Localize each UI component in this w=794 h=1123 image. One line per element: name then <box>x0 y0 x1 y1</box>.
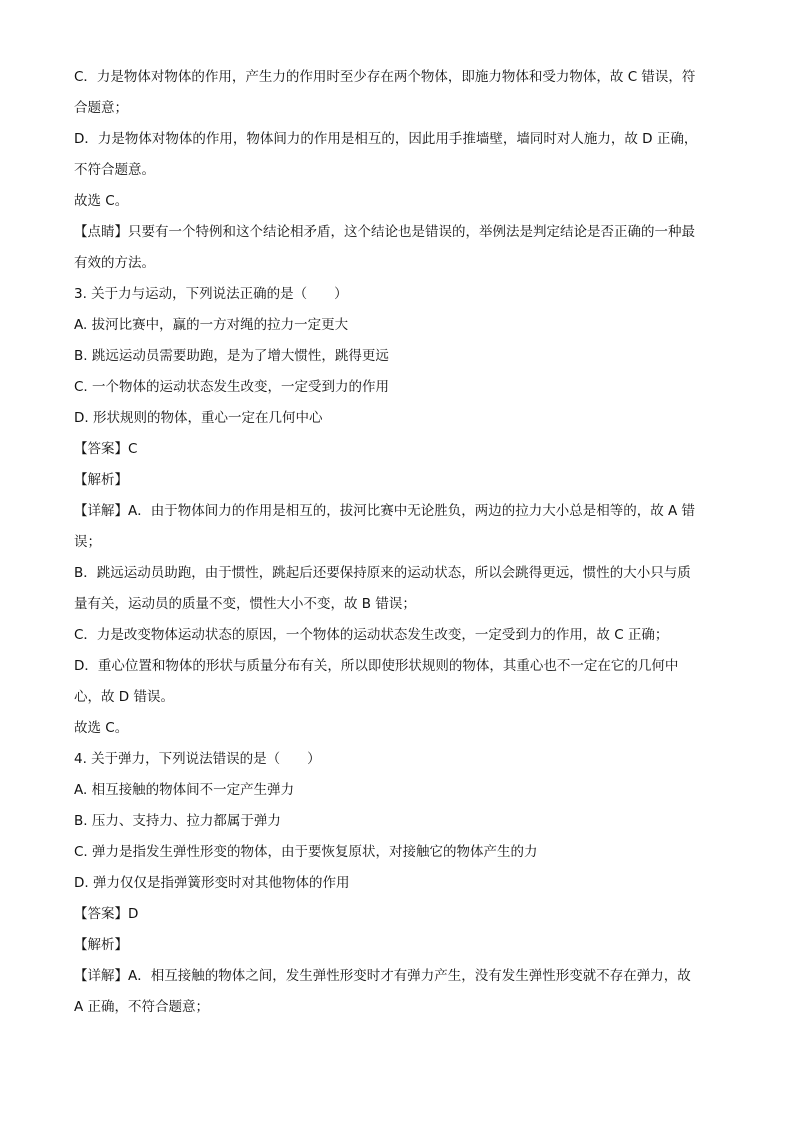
q2-tip-line-1: 【点睛】只要有一个特例和这个结论相矛盾，这个结论也是错误的，举例法是判定结论是否正确的一种最 <box>74 224 695 240</box>
q2-choice-conclusion: 故选 C。 <box>74 193 129 209</box>
question-4-answer: 【答案】D <box>74 906 139 922</box>
question-4-detail-a-line-2: A 正确，不符合题意； <box>74 999 210 1015</box>
question-3-detail-c: C．力是改变物体运动状态的原因，一个物体的运动状态发生改变，一定受到力的作用，故 C 正确； <box>74 627 669 643</box>
question-3-option-c: C. 一个物体的运动状态发生改变，一定受到力的作用 <box>74 379 390 395</box>
question-3-choice-conclusion: 故选 C。 <box>74 720 129 736</box>
question-3-detail-b-line-2: 量有关，运动员的质量不变，惯性大小不变，故 B 错误； <box>74 596 416 612</box>
option-d-explanation-line-2: 不符合题意。 <box>74 162 155 178</box>
question-3-option-b: B. 跳远运动员需要助跑，是为了增大惯性，跳得更远 <box>74 348 389 364</box>
question-3-stem: 3. 关于力与运动，下列说法正确的是（ ） <box>74 286 348 302</box>
q2-tip-line-2: 有效的方法。 <box>74 255 155 271</box>
option-c-explanation-line-2: 合题意； <box>74 100 128 116</box>
question-3-option-a: A. 拔河比赛中，赢的一方对绳的拉力一定更大 <box>74 317 349 333</box>
question-4-option-c: C. 弹力是指发生弹性形变的物体，由于要恢复原状，对接触它的物体产生的力 <box>74 844 538 860</box>
question-3-analysis-heading: 【解析】 <box>74 472 128 488</box>
question-3-detail-a-line-1: 【详解】A．由于物体间力的作用是相互的，拔河比赛中无论胜负，两边的拉力大小总是相等的，故 A 错 <box>74 503 696 519</box>
question-3-option-d: D. 形状规则的物体，重心一定在几何中心 <box>74 410 323 426</box>
question-3-detail-b-line-1: B．跳远运动员助跑，由于惯性，跳起后还要保持原来的运动状态，所以会跳得更远，惯性的大小只与质 <box>74 565 691 581</box>
question-4-analysis-heading: 【解析】 <box>74 937 128 953</box>
question-4-option-a: A. 相互接触的物体间不一定产生弹力 <box>74 782 295 798</box>
question-4-option-b: B. 压力、支持力、拉力都属于弹力 <box>74 813 281 829</box>
option-c-explanation-line-1: C．力是物体对物体的作用，产生力的作用时至少存在两个物体，即施力物体和受力物体，故 C 错误，符 <box>74 69 696 85</box>
question-4-stem: 4. 关于弹力，下列说法错误的是（ ） <box>74 751 321 767</box>
option-d-explanation-line-1: D．力是物体对物体的作用，物体间力的作用是相互的，因此用手推墙壁，墙同时对人施力，故 D 正确， <box>74 131 698 147</box>
question-3-detail-a-line-2: 误； <box>74 534 101 550</box>
document-body <box>74 62 726 1023</box>
question-3-detail-d-line-2: 心，故 D 错误。 <box>74 689 174 705</box>
question-3-detail-d-line-1: D．重心位置和物体的形状与质量分布有关，所以即使形状规则的物体，其重心也不一定在它的几何中 <box>74 658 679 674</box>
question-4-detail-a-line-1: 【详解】A．相互接触的物体之间，发生弹性形变时才有弹力产生，没有发生弹性形变就不存在弹力，故 <box>74 968 691 984</box>
question-4-option-d: D. 弹力仅仅是指弹簧形变时对其他物体的作用 <box>74 875 350 891</box>
question-3-answer: 【答案】C <box>74 441 138 457</box>
